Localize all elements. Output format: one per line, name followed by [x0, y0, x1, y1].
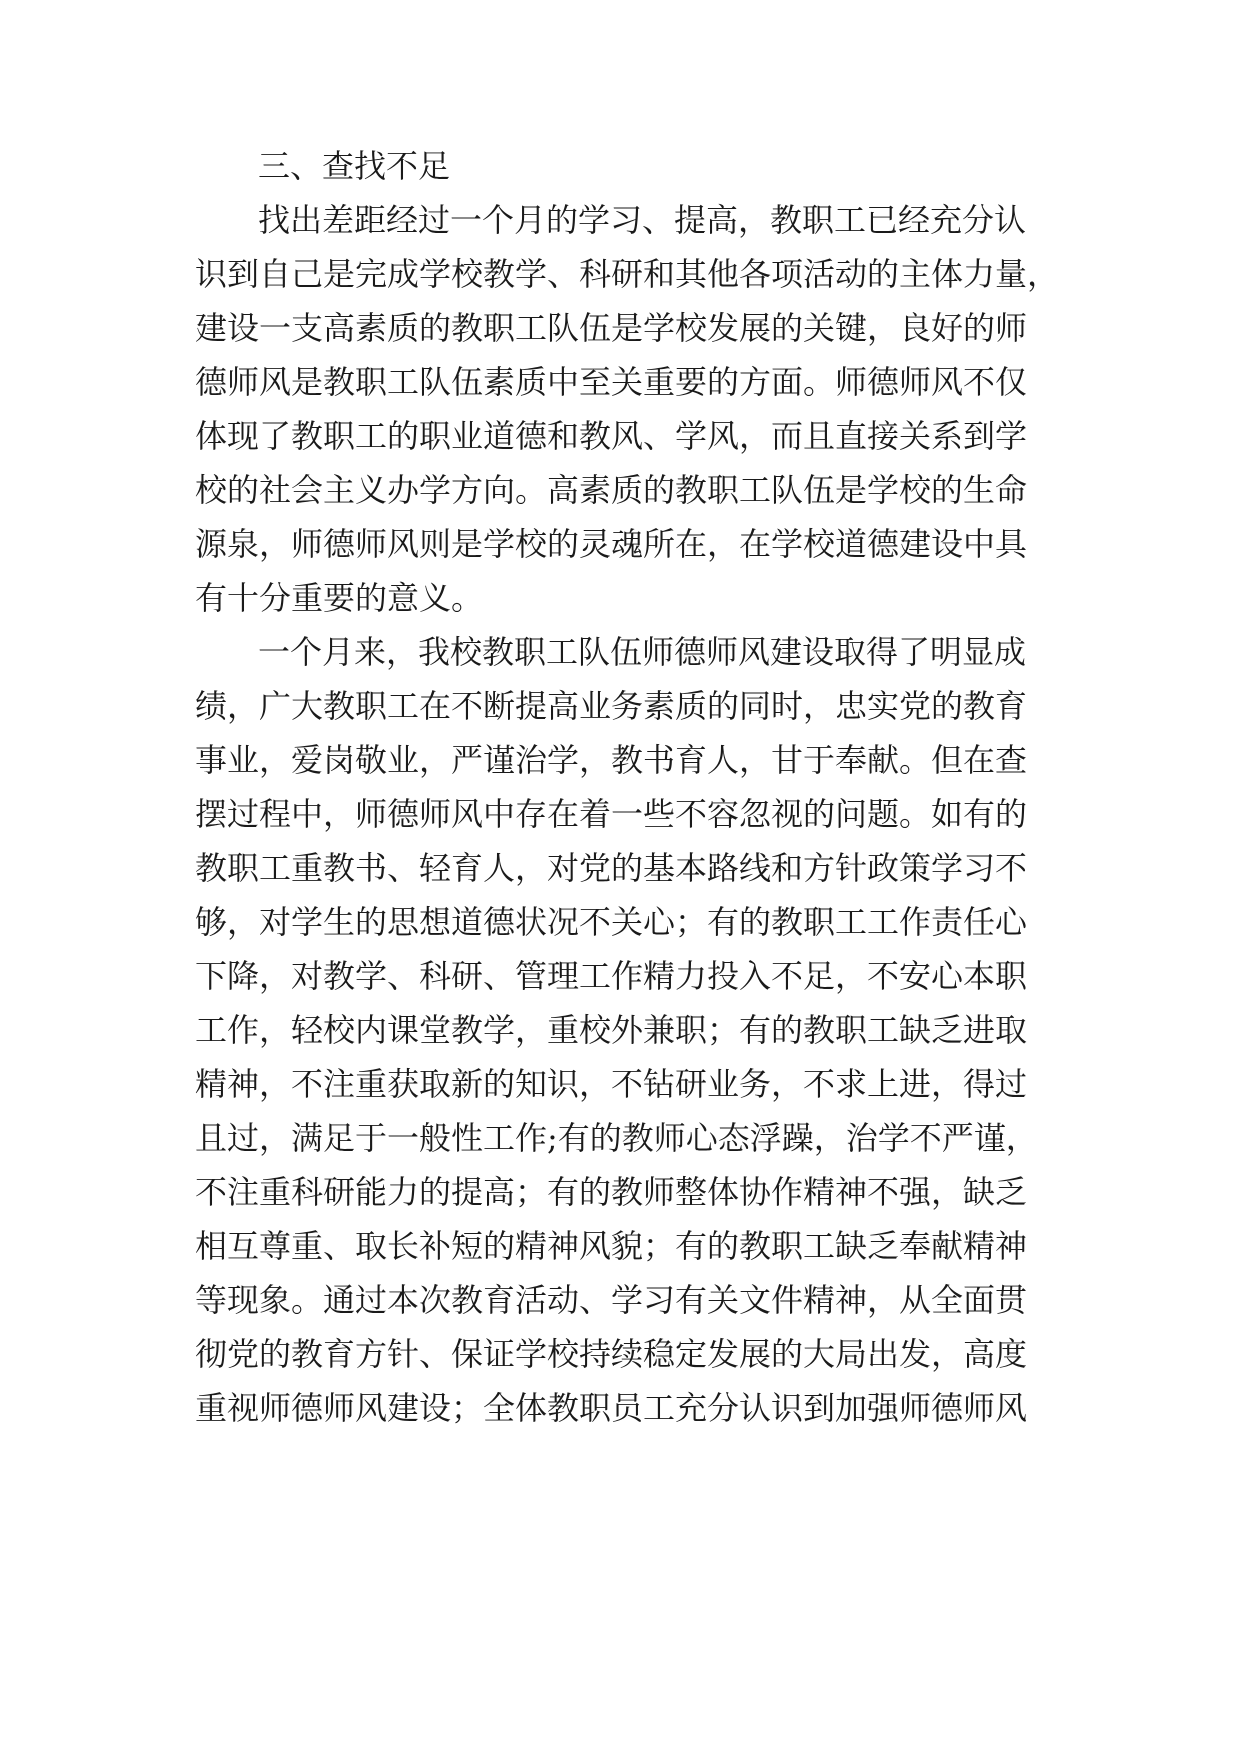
- paragraph-line: 找出差距经过一个月的学习、提高，教职工已经充分认: [258, 201, 1027, 239]
- paragraph-line: 精神，不注重获取新的知识，不钻研业务，不求上进，得过: [195, 1065, 1028, 1103]
- paragraph-line: 体现了教职工的职业道德和教风、学风，而且直接关系到学: [195, 417, 1028, 455]
- paragraph-line: 校的社会主义办学方向。高素质的教职工队伍是学校的生命: [195, 471, 1028, 509]
- section-heading: 三、查找不足: [258, 147, 451, 185]
- paragraph-line: 绩，广大教职工在不断提高业务素质的同时，忠实党的教育: [195, 687, 1028, 725]
- paragraph-line: 够，对学生的思想道德状况不关心；有的教职工工作责任心: [195, 903, 1028, 941]
- paragraph-line: 工作，轻校内课堂教学，重校外兼职；有的教职工缺乏进取: [195, 1011, 1028, 1049]
- paragraph-line: 源泉，师德师风则是学校的灵魂所在，在学校道德建设中具: [195, 525, 1028, 563]
- paragraph-line: 摆过程中，师德师风中存在着一些不容忽视的问题。如有的: [195, 795, 1028, 833]
- paragraph-line: 有十分重要的意义。: [195, 579, 484, 617]
- paragraph-line: 相互尊重、取长补短的精神风貌；有的教职工缺乏奉献精神: [195, 1227, 1028, 1265]
- paragraph-line: 等现象。通过本次教育活动、学习有关文件精神，从全面贯: [195, 1281, 1028, 1319]
- paragraph-line: 一个月来，我校教职工队伍师德师风建设取得了明显成: [258, 633, 1027, 671]
- paragraph-line: 彻党的教育方针、保证学校持续稳定发展的大局出发，高度: [195, 1335, 1028, 1373]
- paragraph-line: 且过，满足于一般性工作;有的教师心态浮躁，治学不严谨，: [195, 1119, 1038, 1157]
- paragraph-line: 下降，对教学、科研、管理工作精力投入不足，不安心本职: [195, 957, 1028, 995]
- paragraph-line: 识到自己是完成学校教学、科研和其他各项活动的主体力量，: [195, 255, 1060, 293]
- paragraph-line: 德师风是教职工队伍素质中至关重要的方面。师德师风不仅: [195, 363, 1028, 401]
- paragraph-line: 事业，爱岗敬业，严谨治学，教书育人，甘于奉献。但在查: [195, 741, 1028, 779]
- paragraph-line: 不注重科研能力的提高；有的教师整体协作精神不强，缺乏: [195, 1173, 1028, 1211]
- paragraph-line: 重视师德师风建设；全体教职员工充分认识到加强师德师风: [195, 1389, 1028, 1427]
- paragraph-line: 建设一支高素质的教职工队伍是学校发展的关键，良好的师: [195, 309, 1028, 347]
- paragraph-line: 教职工重教书、轻育人，对党的基本路线和方针政策学习不: [195, 849, 1028, 887]
